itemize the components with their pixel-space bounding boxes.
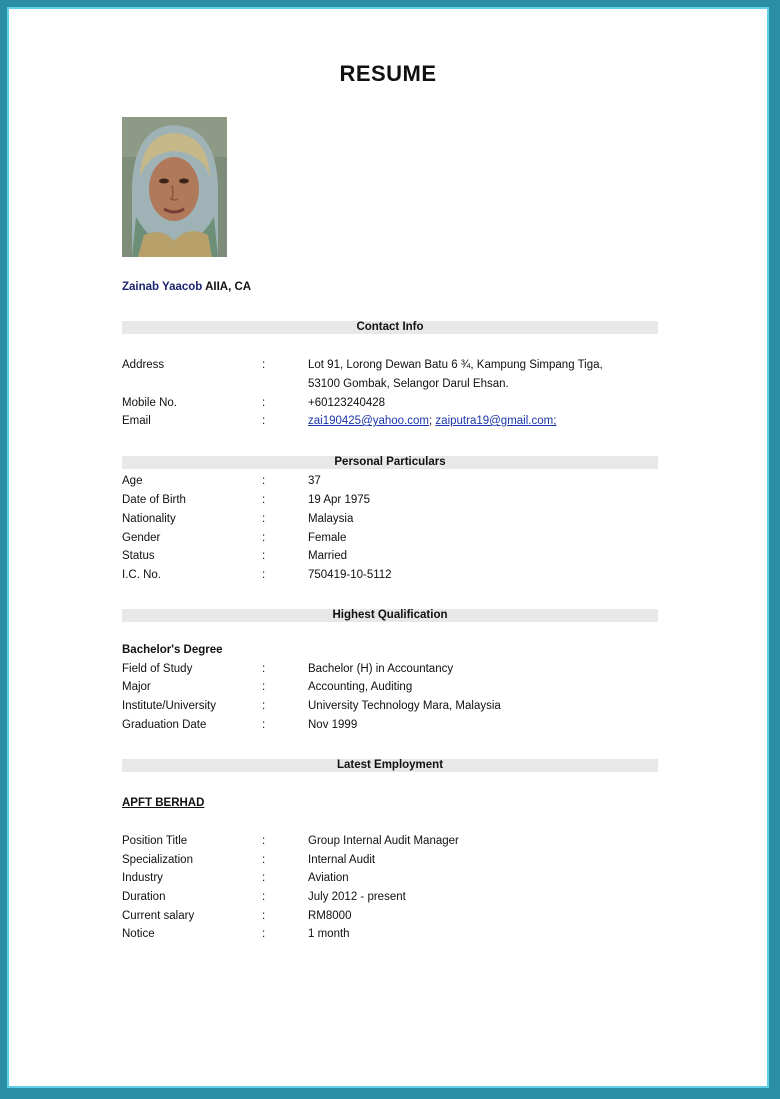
contact-mobile-row [122, 397, 682, 413]
field-value: Married [308, 550, 347, 562]
candidate-credentials: AIIA, CA [205, 281, 252, 293]
colon: : [262, 663, 266, 675]
field-label: Notice [122, 928, 155, 940]
field-label: Mobile No. [122, 397, 177, 409]
field-value: University Technology Mara, Malaysia [308, 700, 501, 712]
colon: : [262, 719, 266, 731]
field-label: Status [122, 550, 155, 562]
email-link-gmail[interactable]: zaiputra19@gmail.com; [435, 415, 557, 427]
employment-row [122, 928, 682, 944]
field-label: Industry [122, 872, 163, 884]
employment-row [122, 835, 682, 851]
candidate-name: Zainab Yaacob [122, 281, 203, 293]
colon: : [262, 475, 266, 487]
email-link-yahoo[interactable]: zai190425@yahoo.com [308, 415, 430, 427]
field-value: Female [308, 532, 347, 544]
section-personal-particulars: Personal Particulars [122, 456, 658, 469]
field-label: I.C. No. [122, 569, 161, 581]
section-latest-employment: Latest Employment [122, 759, 658, 772]
colon: : [262, 415, 266, 427]
colon: : [262, 910, 266, 922]
colon: : [262, 359, 266, 371]
field-label: Position Title [122, 835, 188, 847]
field-label: Nationality [122, 513, 176, 525]
field-value: Malaysia [308, 513, 354, 525]
field-label: Duration [122, 891, 166, 903]
colon: : [262, 835, 266, 847]
field-label: Email [122, 415, 151, 427]
personal-row [122, 513, 682, 529]
employment-row [122, 891, 682, 907]
field-label: Specialization [122, 854, 193, 866]
page-title: RESUME [339, 61, 437, 86]
field-value: Bachelor (H) in Accountancy [308, 663, 454, 675]
field-value: 750419-10-5112 [308, 569, 392, 581]
field-value: Internal Audit [308, 854, 376, 866]
colon: : [262, 854, 266, 866]
field-label: Address [122, 359, 165, 371]
field-label: Major [122, 681, 151, 693]
section-contact-info: Contact Info [122, 321, 658, 334]
contact-email-row [122, 415, 682, 431]
contact-address-row-2 [122, 378, 682, 394]
field-label: Graduation Date [122, 719, 207, 731]
field-value: RM8000 [308, 910, 352, 922]
field-value: Aviation [308, 872, 349, 884]
field-value: Nov 1999 [308, 719, 358, 731]
email-values [308, 415, 556, 427]
field-label: Date of Birth [122, 494, 186, 506]
field-value: 37 [308, 475, 321, 487]
field-value: July 2012 - present [308, 891, 406, 903]
address-line-1: Lot 91, Lorong Dewan Batu 6 ¾, Kampung Simpang Tiga, [308, 359, 603, 371]
field-label: Field of Study [122, 663, 193, 675]
address-line-2: 53100 Gombak, Selangor Darul Ehsan. [308, 378, 509, 390]
field-label: Current salary [122, 910, 195, 922]
field-value: Accounting, Auditing [308, 681, 413, 693]
profile-photo [122, 117, 227, 257]
colon: : [262, 891, 266, 903]
candidate-name-line [122, 281, 251, 293]
colon: : [262, 681, 266, 693]
qualification-row [122, 663, 682, 679]
colon: : [262, 872, 266, 884]
qualification-row [122, 681, 682, 697]
employment-row [122, 872, 682, 888]
degree-heading: Bachelor's Degree [122, 644, 223, 656]
qualification-row [122, 719, 682, 735]
email-separator: ; [429, 415, 433, 427]
colon: : [262, 532, 266, 544]
colon: : [262, 700, 266, 712]
field-label: Gender [122, 532, 161, 544]
personal-row [122, 532, 682, 548]
qualification-row [122, 700, 682, 716]
colon: : [262, 397, 266, 409]
field-value: 1 month [308, 928, 350, 940]
colon: : [262, 569, 266, 581]
colon: : [262, 513, 266, 525]
section-highest-qualification: Highest Qualification [122, 609, 658, 622]
mobile-value: +60123240428 [308, 397, 386, 409]
field-value: 19 Apr 1975 [308, 494, 371, 506]
field-label: Age [122, 475, 143, 487]
personal-row [122, 550, 682, 566]
personal-row [122, 475, 682, 491]
field-label: Institute/University [122, 700, 216, 712]
resume-page [7, 7, 769, 1088]
field-value: Group Internal Audit Manager [308, 835, 459, 847]
colon: : [262, 550, 266, 562]
personal-row [122, 494, 682, 510]
colon: : [262, 494, 266, 506]
company-name: APFT BERHAD [122, 797, 205, 809]
employment-row [122, 910, 682, 926]
contact-address-row [122, 359, 682, 375]
colon: : [262, 928, 266, 940]
employment-row [122, 854, 682, 870]
personal-row [122, 569, 682, 585]
